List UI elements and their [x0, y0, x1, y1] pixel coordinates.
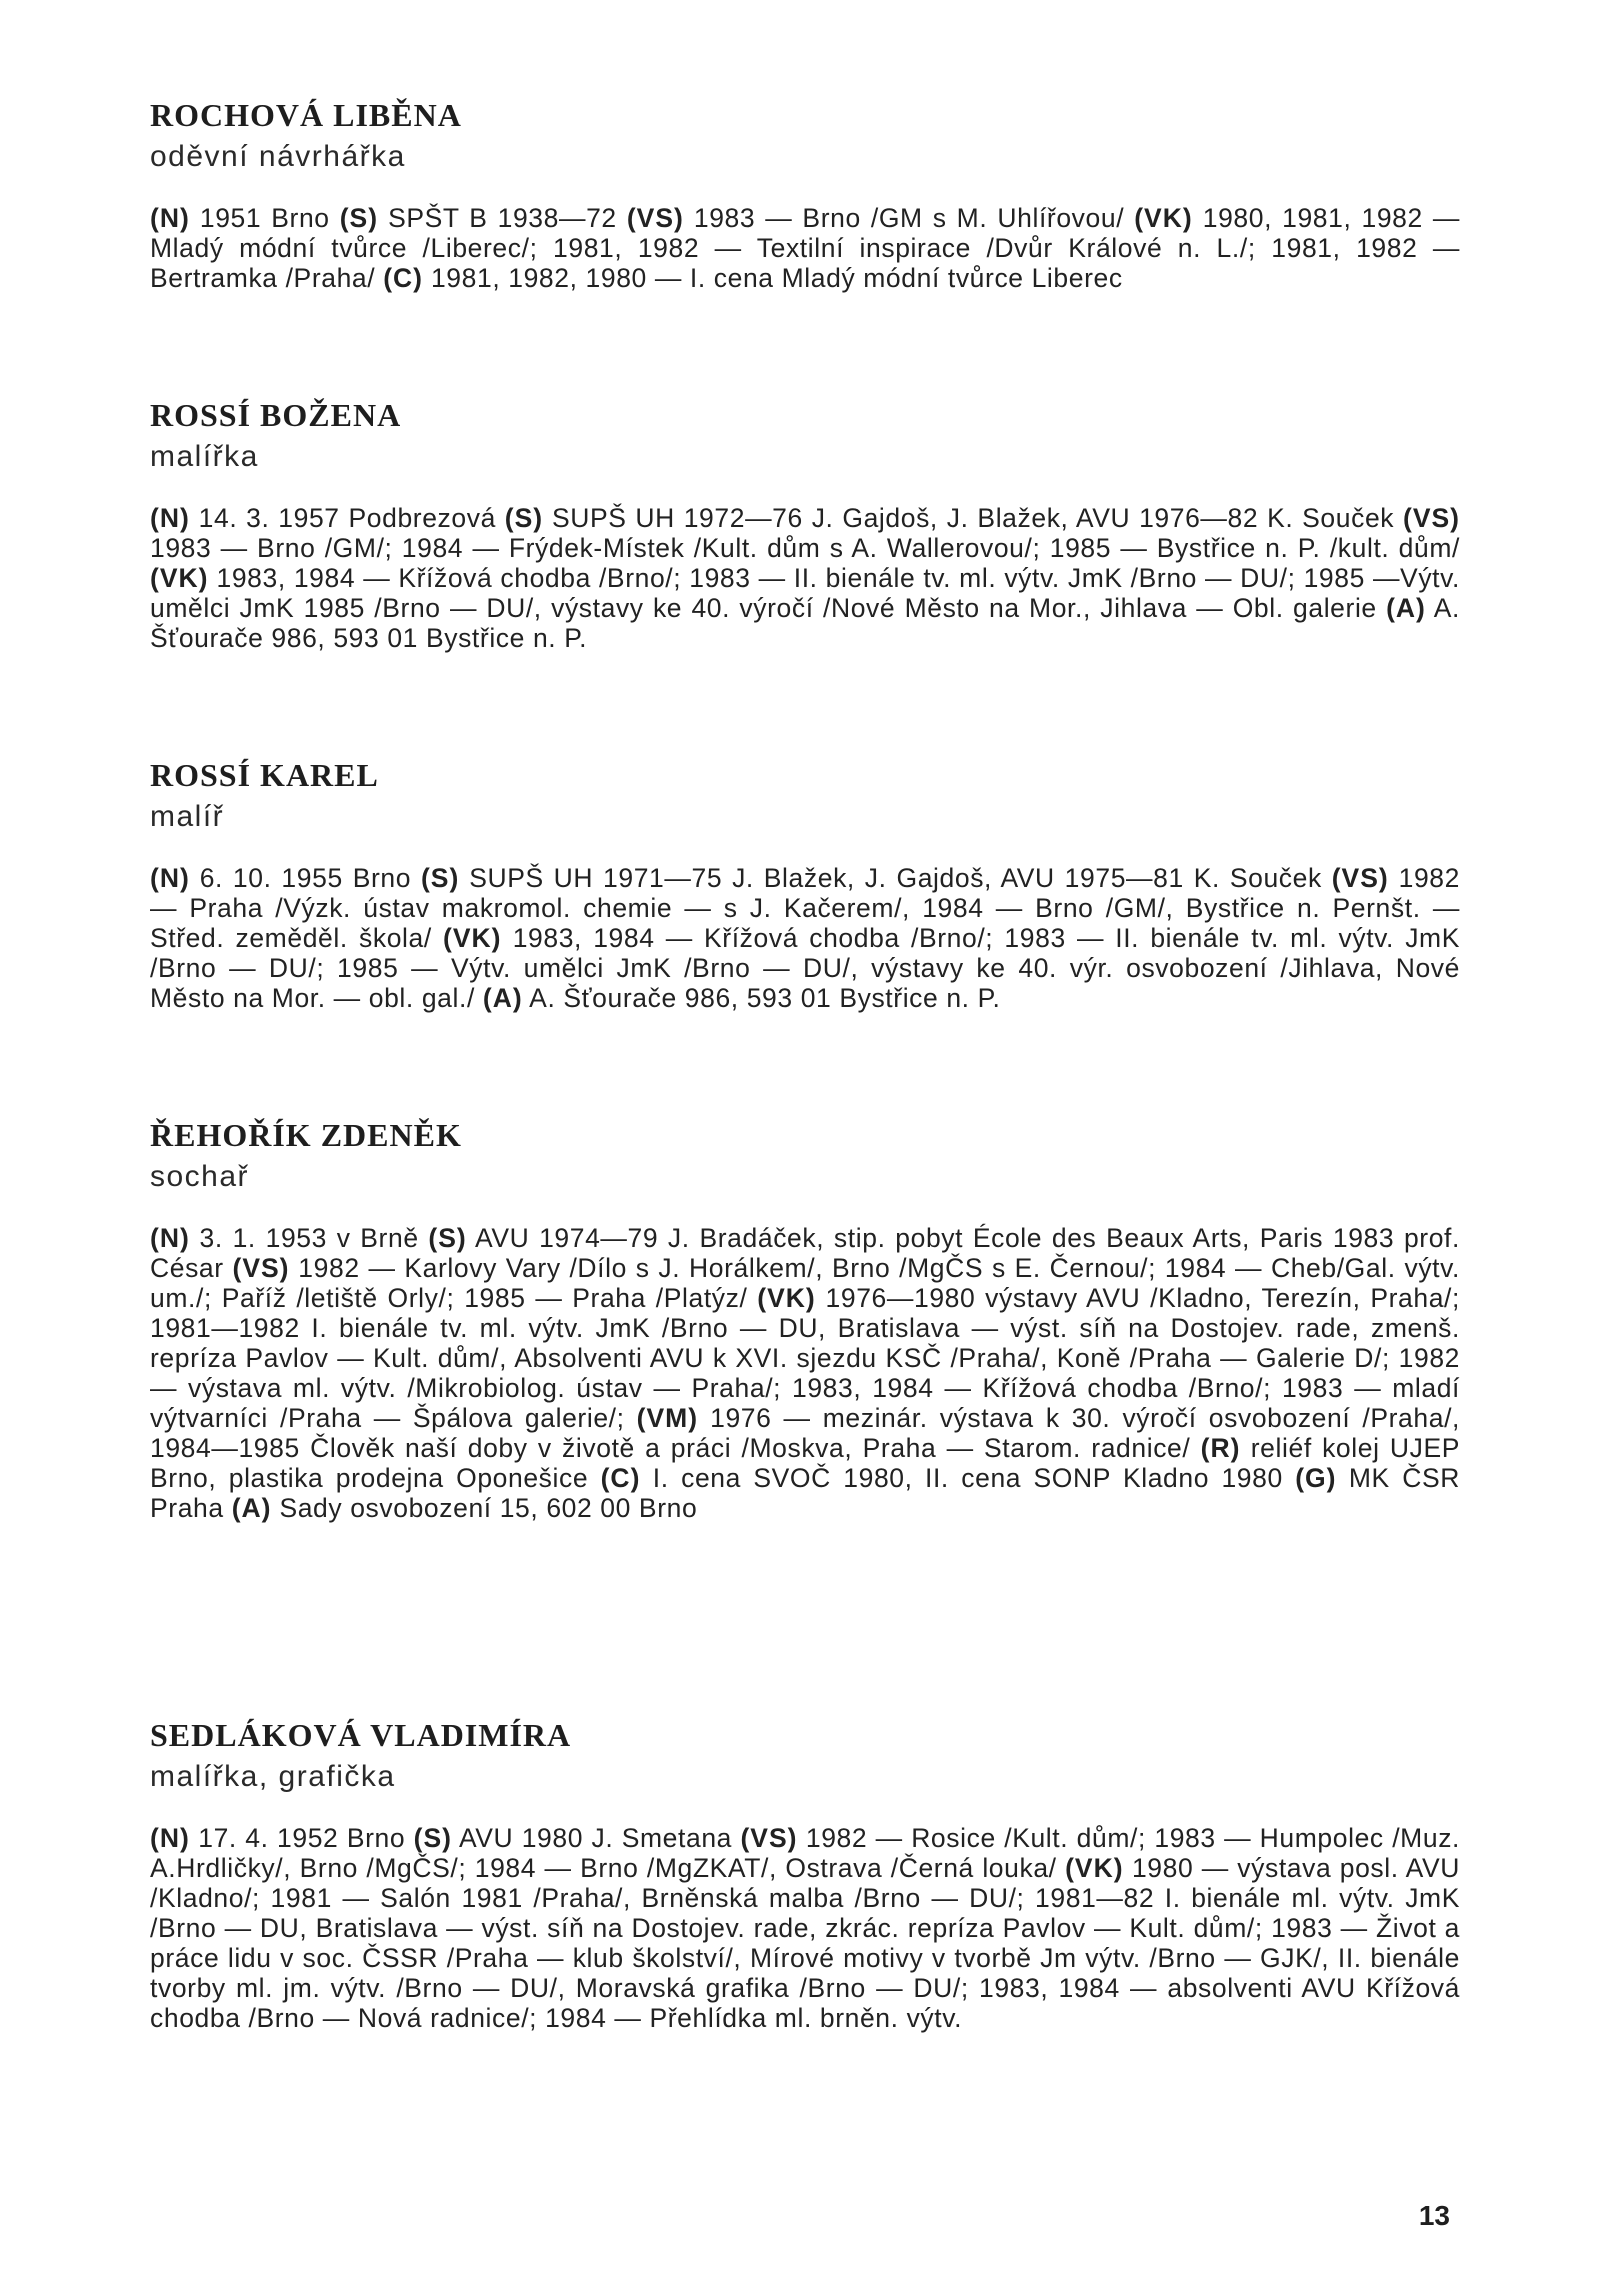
entry-rochova	[150, 95, 1460, 293]
entry-bio	[150, 203, 1460, 293]
bio-text: 1976 — mezinár. výstava k 30. výročí osvobození /Praha/, 1984—1985 Člověk naší doby v životě a práci /Moskva, Praha — Starom. radnice/	[150, 1403, 1460, 1463]
bio-tag: (N)	[150, 503, 190, 533]
bio-tag: (A)	[231, 1493, 272, 1523]
bio-tag: (C)	[600, 1463, 641, 1493]
bio-text: reliéf kolej UJEP Brno, plastika prodejna Oponešice	[150, 1433, 1460, 1493]
bio-text: SUPŠ UH 1972—76 J. Gajdoš, J. Blažek, AVU 1976—82 K. Souček	[543, 503, 1403, 533]
bio-text: MK ČSR Praha	[150, 1463, 1460, 1523]
bio-text: 1976—1980 výstavy AVU /Kladno, Terezín, Praha/; 1981—1982 I. bienále tv. ml. výtv. JmK /Brno — DU, Bratislava — výst. síň na Dostojev. rade, zmenš. repríza Pavlov — Kult. dům/, Absolventi AVU k XVI. sjezdu KSČ /Praha/, Koně /Praha — Galerie D/; 1982 — výstava ml. výtv. /Mikrobiolog. ústav — Praha/; 1983, 1984 — Křížová chodba /Brno/; 1983 — mladí výtvarníci /Praha — Špálova galerie/;	[150, 1283, 1460, 1433]
bio-tag: (VS)	[740, 1823, 798, 1853]
bio-tag: (S)	[504, 503, 544, 533]
entry-rehorik	[150, 1115, 1460, 1523]
bio-text: 1981, 1982, 1980 — I. cena Mladý módní tvůrce Liberec	[423, 263, 1123, 293]
bio-text: 1983 — Brno /GM/; 1984 — Frýdek-Místek /Kult. dům s A. Wallerovou/; 1985 — Bystřice n. P. /kult. dům/	[150, 533, 1460, 563]
entry-profession: sochař	[150, 1160, 250, 1193]
entry-profession: malířka, grafička	[150, 1760, 396, 1793]
bio-text: 1983, 1984 — Křížová chodba /Brno/; 1983 — II. bienále tv. ml. výtv. JmK /Brno — DU/; 1985 —Výtv. umělci JmK 1985 /Brno — DU/, výstavy ke 40. výročí /Nové Město na Mor., Jihlava — Obl. galerie	[150, 563, 1460, 623]
entry-name: ROCHOVÁ LIBĚNA	[150, 97, 462, 133]
bio-text: AVU 1974—79 J. Bradáček, stip. pobyt École des Beaux Arts, Paris 1983 prof. César	[150, 1223, 1460, 1283]
bio-text: SPŠT B 1938—72	[378, 203, 627, 233]
entry-profession: oděvní návrhářka	[150, 140, 406, 173]
bio-tag: (VS)	[232, 1253, 290, 1283]
bio-text: 1951 Brno	[189, 203, 340, 233]
bio-tag: (VK)	[150, 563, 209, 593]
entry-rossi-karel	[150, 755, 1460, 1013]
bio-text: 14. 3. 1957 Podbrezová	[189, 503, 505, 533]
bio-tag: (S)	[428, 1223, 467, 1253]
bio-tag: (N)	[150, 1223, 190, 1253]
bio-text: Sady osvobození 15, 602 00 Brno	[271, 1493, 698, 1523]
bio-tag: (S)	[339, 203, 379, 233]
bio-tag: (VK)	[1065, 1853, 1124, 1883]
bio-text: I. cena SVOČ 1980, II. cena SONP Kladno 1980	[640, 1463, 1296, 1493]
bio-text: A. Šťourače 986, 593 01 Bystřice n. P.	[150, 593, 1460, 653]
bio-tag: (R)	[1200, 1433, 1241, 1463]
bio-text: SUPŠ UH 1971—75 J. Blažek, J. Gajdoš, AVU 1975—81 K. Souček	[459, 863, 1332, 893]
bio-tag: (VS)	[1403, 503, 1460, 533]
bio-tag: (G)	[1295, 1463, 1337, 1493]
bio-tag: (VK)	[757, 1283, 816, 1313]
entry-sedlakova	[150, 1715, 1460, 2033]
entry-bio	[150, 863, 1460, 1013]
bio-text: 17. 4. 1952 Brno	[189, 1823, 414, 1853]
bio-text: 6. 10. 1955 Brno	[189, 863, 421, 893]
bio-text: 1983 — Brno /GM s M. Uhlířovou/	[683, 203, 1135, 233]
bio-tag: (S)	[420, 863, 460, 893]
entry-name: ŘEHOŘÍK ZDENĚK	[150, 1117, 462, 1153]
bio-tag: (N)	[150, 1823, 190, 1853]
bio-text: AVU 1980 J. Smetana	[451, 1823, 741, 1853]
entry-bio	[150, 1223, 1460, 1523]
bio-tag: (VK)	[443, 923, 502, 953]
entry-name: ROSSÍ BOŽENA	[150, 397, 402, 433]
bio-tag: (VM)	[636, 1403, 699, 1433]
bio-tag: (A)	[482, 983, 523, 1013]
bio-text: 1982 — Karlovy Vary /Dílo s J. Horálkem/, Brno /MgČS s E. Černou/; 1984 — Cheb/Gal. výtv. um./; Paříž /letiště Orly/; 1985 — Praha /Platýz/	[150, 1253, 1460, 1313]
entry-profession: malíř	[150, 800, 225, 833]
bio-text: 1980 — výstava posl. AVU /Kladno/; 1981 — Salón 1981 /Praha/, Brněnská malba /Brno — DU/; 1981—82 I. bienále ml. výtv. JmK /Brno — DU, Bratislava — výst. síň na Dostojev. rade, zkrác. repríza Pavlov — Kult. dům/; 1983 — Život a práce lidu v soc. ČSSR /Praha — klub školství/, Mírové motivy v tvorbě Jm výtv. /Brno — GJK/, II. bienále tvorby ml. jm. výtv. /Brno — DU/, Moravská grafika /Brno — DU/; 1983, 1984 — absolventi AVU Křížová chodba /Brno — Nová radnice/; 1984 — Přehlídka ml. brněn. výtv.	[150, 1853, 1461, 2033]
bio-text: 1982 — Praha /Výzk. ústav makromol. chemie — s J. Kačerem/, 1984 — Brno /GM/, Bystřice n. Pernšt. — Střed. zeměděl. škola/	[150, 863, 1460, 953]
bio-text: 3. 1. 1953 v Brně	[189, 1223, 429, 1253]
bio-tag: (A)	[1386, 593, 1426, 623]
bio-tag: (VS)	[1331, 863, 1389, 893]
bio-text: 1982 — Rosice /Kult. dům/; 1983 — Humpolec /Muz. A.Hrdličky/, Brno /MgČS/; 1984 — Brno /MgZKAT/, Ostrava /Černá louka/	[150, 1823, 1461, 1883]
bio-text: 1980, 1981, 1982 — Mladý módní tvůrce /Liberec/; 1981, 1982 — Textilní inspirace /Dvůr Králové n. L./; 1981, 1982 — Bertramka /Praha/	[150, 203, 1460, 293]
bio-tag: (S)	[413, 1823, 452, 1853]
entry-name: SEDLÁKOVÁ VLADIMÍRA	[150, 1717, 572, 1753]
bio-tag: (VK)	[1134, 203, 1193, 233]
bio-tag: (C)	[383, 263, 423, 293]
entry-bio	[150, 1823, 1460, 2033]
entry-name: ROSSÍ KAREL	[150, 757, 379, 793]
bio-tag: (VS)	[626, 203, 684, 233]
bio-text: 1983, 1984 — Křížová chodba /Brno/; 1983 — II. bienále tv. ml. výtv. JmK /Brno — DU/; 1985 — Výtv. umělci JmK /Brno — DU/, výstavy ke 40. výr. osvobození /Jihlava, Nové Město na Mor. — obl. gal./	[150, 923, 1460, 1013]
page-number: 13	[1418, 2200, 1450, 2231]
bio-tag: (N)	[150, 203, 190, 233]
entry-bio	[150, 503, 1460, 653]
entry-profession: malířka	[150, 440, 259, 473]
bio-text: A. Šťourače 986, 593 01 Bystřice n. P.	[522, 983, 1001, 1013]
bio-tag: (N)	[150, 863, 190, 893]
entry-rossi-bozena	[150, 395, 1460, 653]
